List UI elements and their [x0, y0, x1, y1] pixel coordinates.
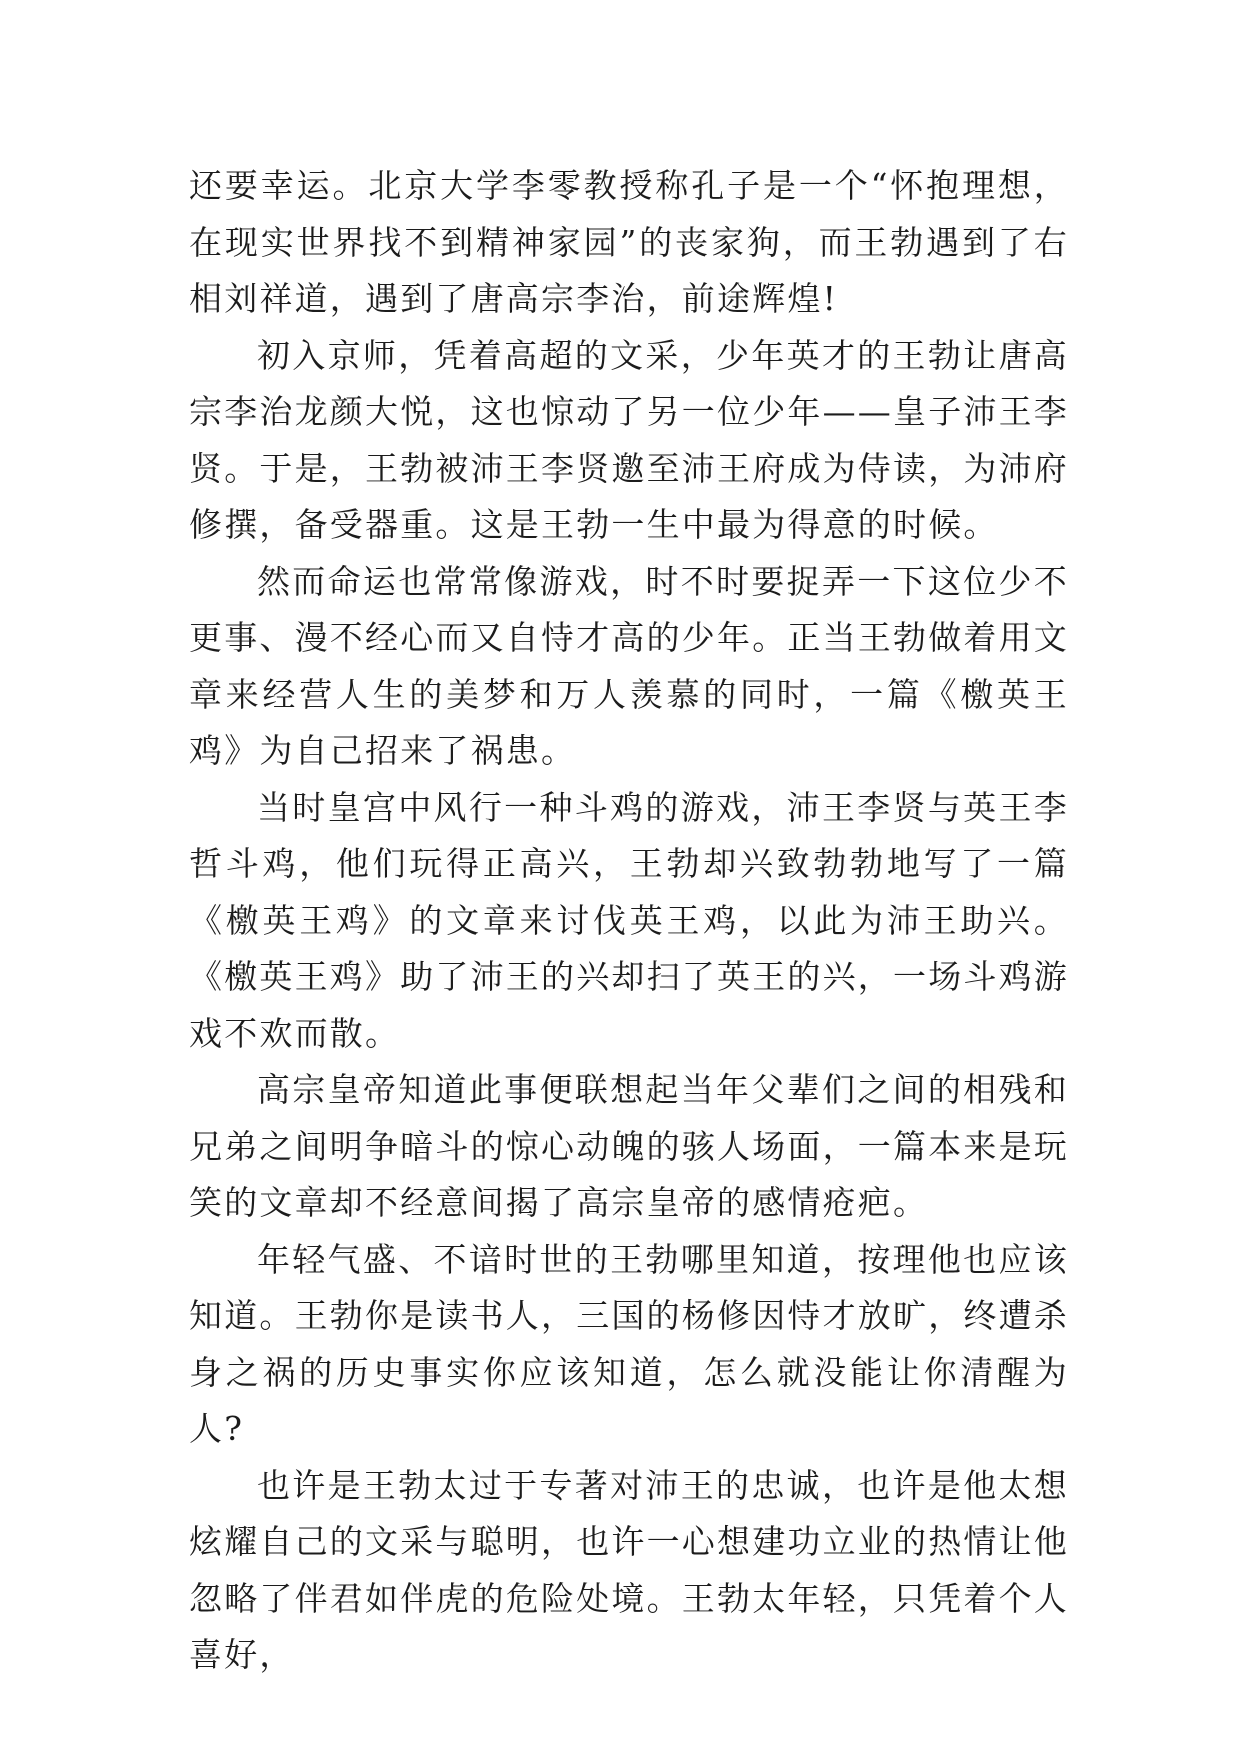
paragraph-1: 还要幸运。北京大学李零教授称孔子是一个“怀抱理想，在现实世界找不到精神家园”的丧家狗，而王勃遇到了右相刘祥道，遇到了唐高宗李治，前途辉煌! [189, 166, 1069, 318]
paragraph-6: 年轻气盛、不谙时世的王勃哪里知道，按理他也应该知道。王勃你是读书人，三国的杨修因恃才放旷，终遭杀身之祸的历史事实你应该知道，怎么就没能让你清醒为人? [189, 1239, 1069, 1448]
document-body [189, 158, 1069, 1684]
paragraph-3: 然而命运也常常像游戏，时不时要捉弄一下这位少不更事、漫不经心而又自恃才高的少年。正当王勃做着用文章来经营人生的美梦和万人羡慕的同时，一篇《檄英王鸡》为自己招来了祸患。 [189, 561, 1069, 770]
paragraph-5: 高宗皇帝知道此事便联想起当年父辈们之间的相残和兄弟之间明争暗斗的惊心动魄的骇人场面，一篇本来是玩笑的文章却不经意间揭了高宗皇帝的感情疮疤。 [189, 1070, 1069, 1222]
paragraph-4: 当时皇宫中风行一种斗鸡的游戏，沛王李贤与英王李哲斗鸡，他们玩得正高兴，王勃却兴致勃勃地写了一篇《檄英王鸡》的文章来讨伐英王鸡，以此为沛王助兴。《檄英王鸡》助了沛王的兴却扫了英王的兴，一场斗鸡游戏不欢而散。 [189, 787, 1069, 1053]
paragraph-2: 初入京师，凭着高超的文采，少年英才的王勃让唐高宗李治龙颜大悦，这也惊动了另一位少年——皇子沛王李贤。于是，王勃被沛王李贤邀至沛王府成为侍读，为沛府修撰，备受器重。这是王勃一生中最为得意的时候。 [189, 335, 1069, 544]
paragraph-7: 也许是王勃太过于专著对沛王的忠诚，也许是他太想炫耀自己的文采与聪明，也许一心想建功立业的热情让他忽略了伴君如伴虎的危险处境。王勃太年轻，只凭着个人喜好， [189, 1465, 1069, 1674]
